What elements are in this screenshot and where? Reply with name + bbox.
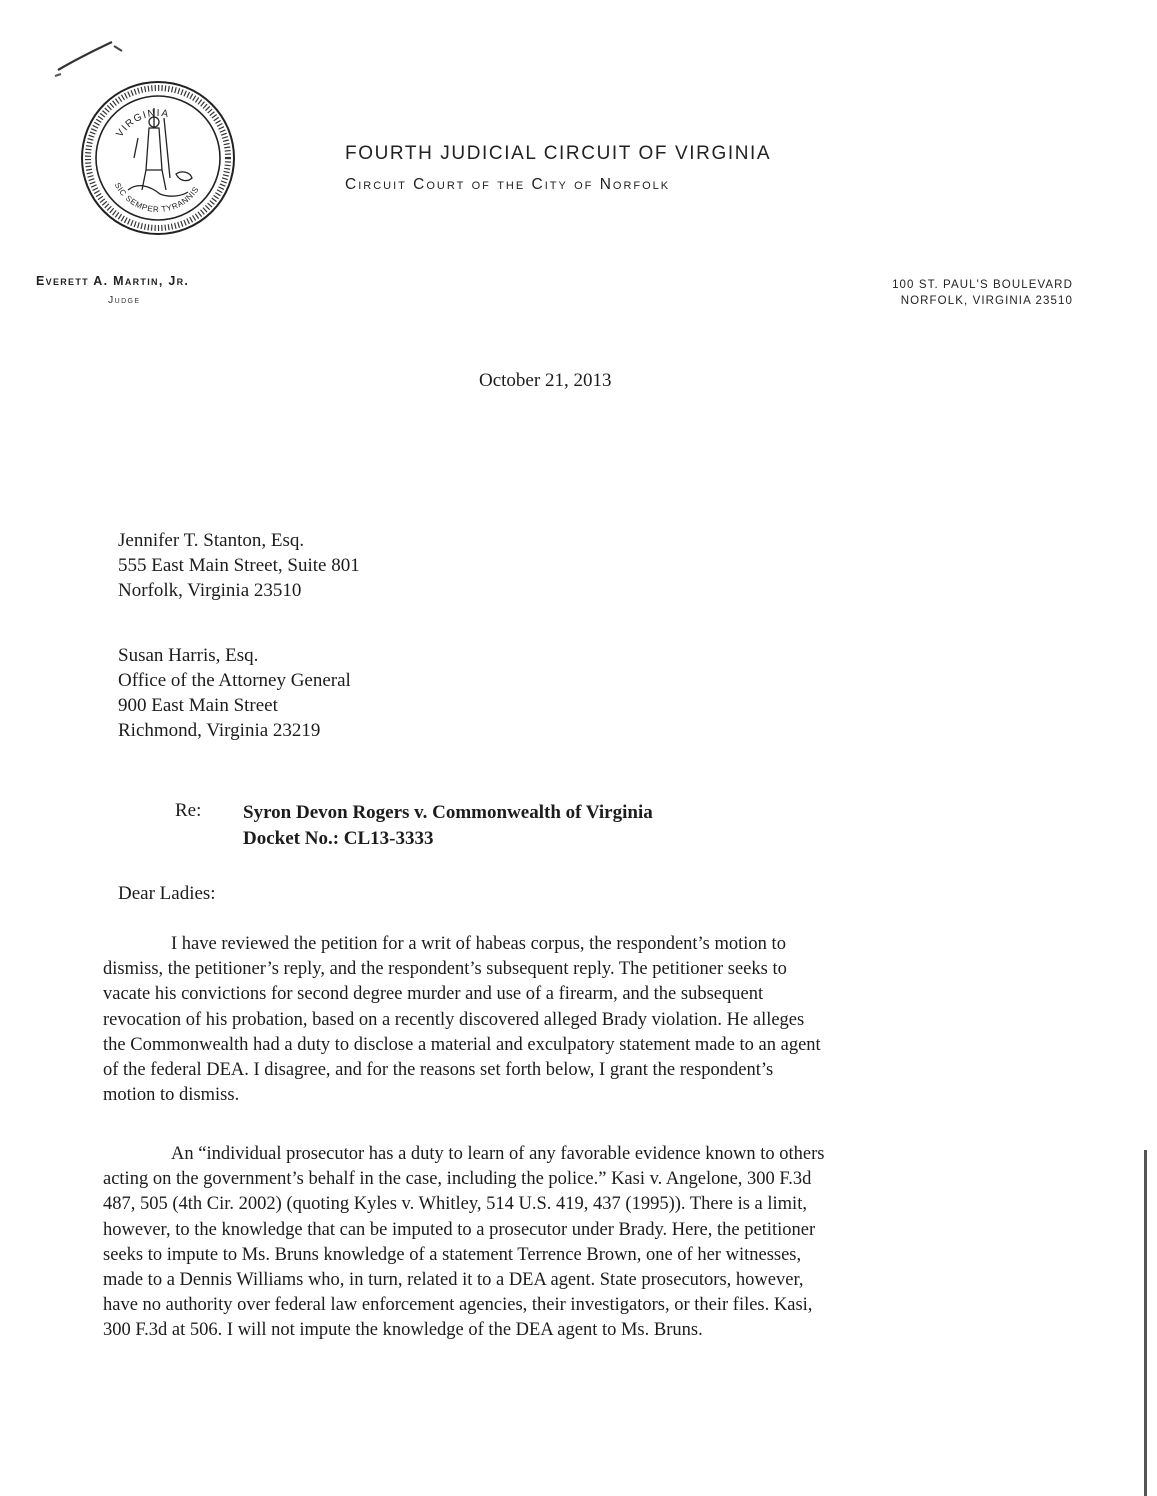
svg-text:VIRGINIA bbox=[114, 108, 170, 139]
paragraph-line: I have reviewed the petition for a writ of habeas corpus, the respondent’s motion to bbox=[171, 934, 786, 954]
recipient-address-line: 555 East Main Street, Suite 801 bbox=[118, 555, 360, 576]
paragraph-line: An “individual prosecutor has a duty to learn of any favorable evidence known to others bbox=[171, 1144, 825, 1164]
recipient-address-line: Norfolk, Virginia 23510 bbox=[118, 580, 302, 601]
court-address-line2: NORFOLK, VIRGINIA 23510 bbox=[900, 295, 1073, 307]
recipient-address-line: Office of the Attorney General bbox=[118, 670, 351, 691]
court-subtitle: Circuit Court of the City of Norfolk bbox=[345, 176, 671, 193]
svg-text:SIC SEMPER TYRANNIS bbox=[113, 181, 201, 214]
paragraph-line: 487, 505 (4th Cir. 2002) (quoting Kyles v. Whitley, 514 U.S. 419, 437 (1995)). There is a limit, bbox=[103, 1194, 807, 1215]
virginia-seal bbox=[78, 78, 238, 238]
recipient-address-line: 900 East Main Street bbox=[118, 695, 278, 716]
salutation: Dear Ladies: bbox=[118, 883, 216, 904]
seal-text-top: VIRGINIA bbox=[114, 107, 171, 140]
paragraph-line: seeks to impute to Ms. Bruns knowledge of a statement Terrence Brown, one of her witnesses, bbox=[103, 1244, 802, 1265]
paragraph-line: 300 F.3d at 506. I will not impute the knowledge of the DEA agent to Ms. Bruns. bbox=[103, 1320, 703, 1341]
recipient-address-2 bbox=[118, 643, 351, 743]
recipient-address-line: Susan Harris, Esq. bbox=[118, 645, 259, 666]
recipient-address-1 bbox=[118, 528, 360, 603]
paragraph-line: revocation of his probation, based on a recently discovered alleged Brady violation. He alleges bbox=[103, 1009, 805, 1030]
paragraph-line: however, to the knowledge that can be imputed to a prosecutor under Brady. Here, the petitioner bbox=[103, 1219, 816, 1240]
paragraph-1 bbox=[103, 932, 1093, 1108]
scan-edge-line bbox=[1144, 1150, 1147, 1496]
paragraph-line: the Commonwealth had a duty to disclose a material and exculpatory statement made to an agent bbox=[103, 1034, 821, 1055]
docket-number: Docket No.: CL13-3333 bbox=[243, 828, 434, 849]
seal-text-bottom: SIC SEMPER TYRANNIS bbox=[112, 181, 201, 215]
judge-name: Everett A. Martin, Jr. bbox=[36, 274, 190, 288]
paragraph-line: have no authority over federal law enforcement agencies, their investigators, or their files. Kasi, bbox=[103, 1295, 813, 1316]
case-title: Syron Devon Rogers v. Commonwealth of Virginia bbox=[243, 802, 653, 823]
paragraph-line: dismiss, the petitioner’s reply, and the respondent’s subsequent reply. The petitioner seeks to bbox=[103, 959, 787, 980]
paragraph-2 bbox=[103, 1142, 1093, 1344]
re-label: Re: bbox=[175, 800, 202, 821]
paragraph-line: of the federal DEA. I disagree, and for the reasons set forth below, I grant the respondent’s bbox=[103, 1060, 774, 1081]
recipient-address-line: Jennifer T. Stanton, Esq. bbox=[118, 530, 305, 551]
paragraph-line: motion to dismiss. bbox=[103, 1085, 240, 1106]
court-name: FOURTH JUDICIAL CIRCUIT OF VIRGINIA bbox=[345, 143, 772, 164]
re-subject bbox=[243, 800, 653, 852]
paragraph-line: made to a Dennis Williams who, in turn, related it to a DEA agent. State prosecutors, however, bbox=[103, 1270, 804, 1291]
court-address-line1: 100 ST. PAUL'S BOULEVARD bbox=[892, 279, 1073, 291]
judge-title: Judge bbox=[108, 294, 141, 306]
letter-date: October 21, 2013 bbox=[479, 370, 612, 391]
pen-mark bbox=[50, 32, 130, 82]
paragraph-line: vacate his convictions for second degree murder and use of a firearm, and the subsequent bbox=[103, 984, 764, 1005]
recipient-address-line: Richmond, Virginia 23219 bbox=[118, 720, 321, 741]
paragraph-line: acting on the government’s behalf in the case, including the police.” Kasi v. Angelone, 300 F.3d bbox=[103, 1169, 812, 1190]
